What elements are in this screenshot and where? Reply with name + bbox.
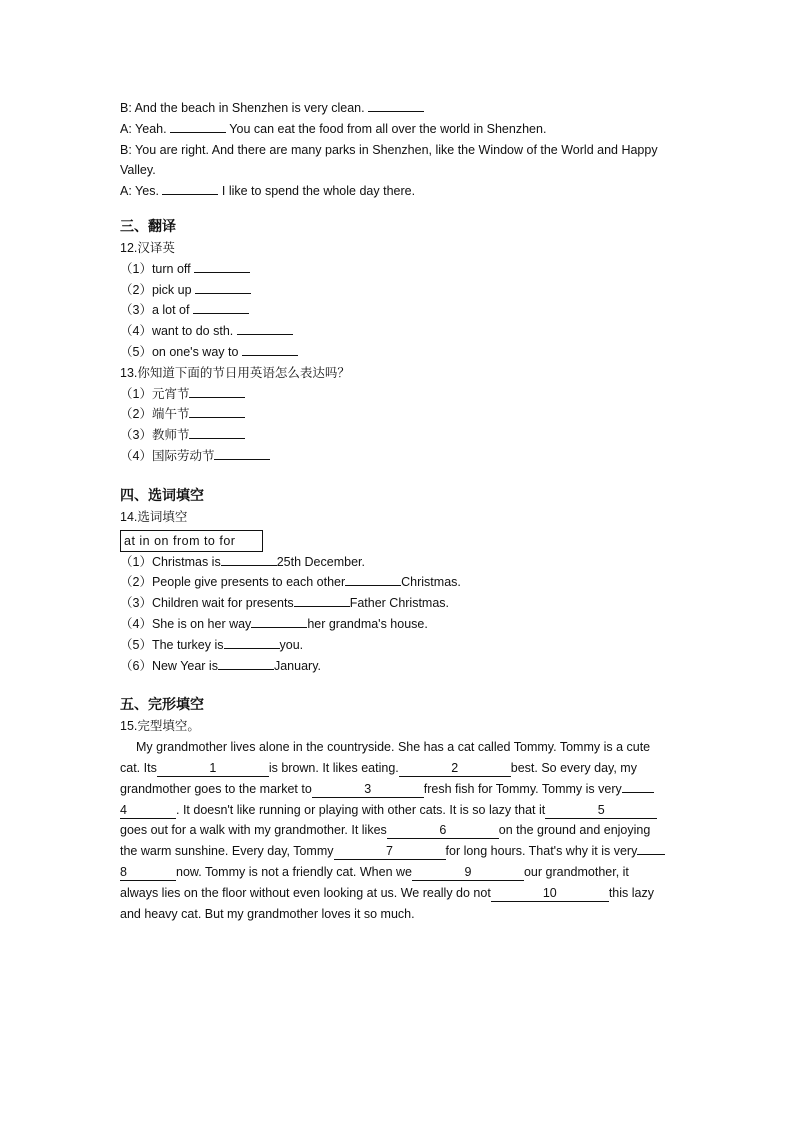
- cloze-blank-8[interactable]: 8: [120, 865, 176, 881]
- passage-line: My grandmother lives alone in the countryside. She has a cat called Tommy. Tommy is a cute: [136, 740, 651, 755]
- q12-item: （2）pick up: [120, 280, 680, 301]
- question-15-title: 15.完型填空。: [120, 719, 200, 734]
- answer-blank[interactable]: [637, 842, 665, 855]
- cloze-passage: [120, 737, 680, 924]
- question-14-title: 14.选词填空: [120, 509, 188, 524]
- dialogue-text: You can eat the food from all over the world in Shenzhen.: [226, 121, 547, 136]
- cloze-blank-7[interactable]: 7: [334, 844, 446, 860]
- answer-blank[interactable]: [162, 182, 218, 195]
- answer-blank[interactable]: [189, 405, 245, 418]
- dialogue-text: B: And the beach in Shenzhen is very clean.: [120, 101, 369, 115]
- answer-blank[interactable]: [237, 322, 293, 335]
- dialogue-text: I like to spend the whole day there.: [218, 184, 416, 199]
- q12-item: （1）turn off: [120, 259, 680, 280]
- passage-line: grandmother goes to the market to 3 fresh fish for Tommy. Tommy is very: [120, 779, 680, 800]
- q14-item: （1）Christmas is 25th December.: [120, 554, 365, 569]
- section-heading-translation: 三、翻译: [120, 218, 176, 235]
- answer-blank[interactable]: [622, 780, 654, 793]
- q14-item: （6）New Year is January.: [120, 658, 321, 673]
- answer-blank[interactable]: [194, 260, 250, 273]
- answer-blank[interactable]: [251, 615, 307, 628]
- cloze-blank-1[interactable]: 1: [157, 761, 269, 777]
- passage-line: cat. Its 1 is brown. It likes eating. 2 best. So every day, my: [120, 760, 637, 775]
- answer-blank[interactable]: [195, 281, 251, 294]
- q12-item: （4）want to do sth.: [120, 321, 680, 342]
- section-heading-word-choice: 四、选词填空: [120, 487, 204, 504]
- answer-blank[interactable]: [345, 573, 401, 586]
- answer-blank[interactable]: [189, 426, 245, 439]
- q13-item: （3）教师节: [120, 425, 680, 446]
- dialogue-text: A: Yes.: [120, 184, 163, 199]
- q14-item: （2）People give presents to each other Christmas.: [120, 575, 461, 590]
- cloze-blank-3[interactable]: 3: [312, 782, 424, 798]
- answer-blank[interactable]: [214, 447, 270, 460]
- dialogue-text: A: Yeah.: [120, 121, 171, 136]
- q13-item: （2）端午节: [120, 404, 680, 425]
- dialogue-line-2: [120, 119, 680, 140]
- cloze-blank-2[interactable]: 2: [399, 761, 511, 777]
- answer-blank[interactable]: [368, 99, 424, 112]
- q14-item: （4）She is on her way her grandma's house.: [120, 616, 428, 631]
- answer-blank[interactable]: [170, 120, 226, 133]
- q13-item: （1）元宵节: [120, 384, 680, 405]
- answer-blank[interactable]: [242, 343, 298, 356]
- wordbox-row: [114, 528, 680, 552]
- q12-item: （3）a lot of: [120, 300, 680, 321]
- passage-line: and heavy cat. But my grandmother loves it so much.: [120, 906, 415, 921]
- worksheet-page: [120, 98, 680, 924]
- question-12-title: 12.汉译英: [120, 240, 175, 255]
- answer-blank[interactable]: [189, 385, 245, 398]
- dialogue-line-3: [120, 140, 680, 161]
- dialogue-text: B: You are right. And there are many parks in Shenzhen, like the Window of the World and Happy: [120, 142, 658, 157]
- dialogue-block: [120, 98, 680, 202]
- q12-item: （5）on one's way to: [120, 342, 680, 363]
- word-bank-box: at in on from to for: [120, 530, 263, 552]
- passage-line: always lies on the floor without even looking at us. We really do not 10 this lazy: [120, 885, 654, 900]
- dialogue-line-4: [120, 160, 680, 181]
- answer-blank[interactable]: [294, 594, 350, 607]
- passage-line: the warm sunshine. Every day, Tommy 7 for long hours. That's why it is very: [120, 841, 680, 862]
- question-13-title: 13.你知道下面的节日用英语怎么表达吗？: [120, 365, 350, 380]
- dialogue-line-1: [120, 98, 680, 119]
- cloze-blank-6[interactable]: 6: [387, 823, 499, 839]
- section-heading-cloze: 五、完形填空: [120, 697, 204, 714]
- dialogue-text: Valley.: [120, 163, 156, 178]
- answer-blank[interactable]: [218, 657, 274, 670]
- q14-item: （5）The turkey is you.: [120, 637, 304, 652]
- passage-line: 4 . It doesn't like running or playing with other cats. It is so lazy that it 5: [120, 800, 680, 821]
- q14-item: （3）Children wait for presents Father Christmas.: [120, 596, 450, 611]
- cloze-blank-10[interactable]: 10: [491, 886, 609, 902]
- passage-line: 8 now. Tommy is not a friendly cat. When we 9 our grandmother, it: [120, 864, 629, 879]
- answer-blank[interactable]: [224, 636, 280, 649]
- dialogue-line-5: [120, 181, 680, 202]
- cloze-blank-9[interactable]: 9: [412, 865, 524, 881]
- cloze-blank-5[interactable]: 5: [545, 803, 657, 819]
- answer-blank[interactable]: [221, 553, 277, 566]
- passage-line: goes out for a walk with my grandmother. It likes 6 on the ground and enjoying: [120, 823, 651, 838]
- cloze-blank-4[interactable]: 4: [120, 803, 176, 819]
- q13-item: （4）国际劳动节: [120, 446, 680, 467]
- answer-blank[interactable]: [193, 301, 249, 314]
